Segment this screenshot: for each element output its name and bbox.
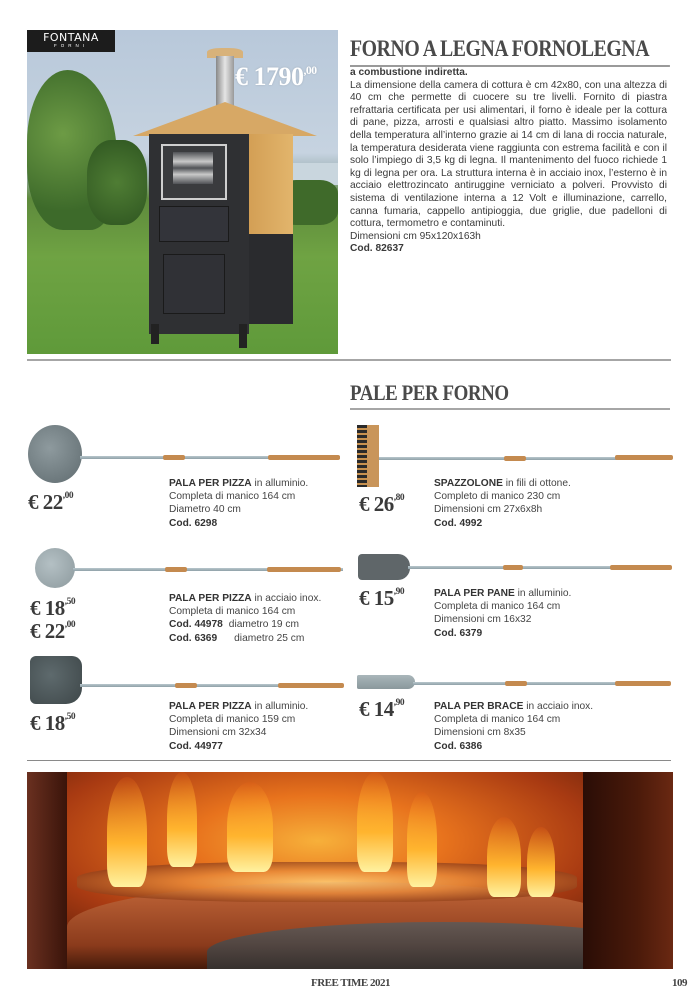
price-amount: € 22 [30,619,65,643]
product-code: Cod. 44978 [169,619,223,631]
price-tag [359,586,404,611]
page-number: 109 [672,977,687,989]
product-material: in acciaio inox. [251,593,322,604]
footer-catalog-title: FREE TIME 2021 [311,977,390,989]
product-name: PALA PER PANE [434,588,515,599]
product-size: Dimensioni cm 16x32 [434,614,532,626]
product-handle-length: Completa di manico 159 cm [169,714,296,726]
product-code: Cod. 6386 [434,740,483,752]
pizza-peel-round-aluminium-image [28,425,343,485]
description-body: La dimensione della camera di cottura è cm 42x80, con una altezza di 40 cm che permette di cuocere su tre livelli. Fornito di piastra refrattaria certificata per usi alimentari, il forno è ideale per la cottura di pane, pizza, arrosti e qualsiasi altro piatto. Massimo isolamento della temperatura all’interno grazie ai 14 cm di lana di roccia naturale, la temperatura desiderata viene raggiunta con estrema facilità e con il solo l’impiego di 3,5 kg di legna. Il mantenimento del fuoco richiede 1 kg di legna per ora. La struttura interna è in acciaio inox, l’esterno è in acciaio elettrozincato antiruggine verniciato a polveri. Provvisto di sistema di ventilazione interna a 12 Volt e illuminazione, carrello, canna fumaria, cappello antipioggia, due griglie, due padelloni di cottura, termometro e contaminuti. [350,79,667,230]
price-cents: ,00 [62,491,74,502]
product-code: Cod. 6369 [169,632,218,644]
price-cents: ,00 [64,620,76,631]
brand-subtitle: FORNI [54,43,88,48]
product-name: PALA PER PIZZA [169,478,252,489]
product-size: Diametro 40 cm [169,504,241,516]
price-amount: € 18 [30,711,65,735]
product-details [434,477,571,530]
main-product-title: FORNO A LEGNA FORNOLEGNA [350,36,670,67]
product-material: in alluminio. [514,588,572,599]
product-name: SPAZZOLONE [434,478,503,489]
product-name: PALA PER BRACE [434,701,524,712]
product-name: PALA PER PIZZA [169,593,252,604]
price-tag [359,697,404,722]
hero-price [235,62,317,92]
price-amount: € 26 [359,492,394,516]
product-material: in acciaio inox. [523,701,594,712]
section-title-underline [350,408,670,410]
price-tag [359,492,404,517]
description-lead: a combustione indiretta. [350,67,468,78]
product-details [169,592,321,645]
product-code: Cod. 6379 [434,627,483,639]
product-name: PALA PER PIZZA [169,701,252,712]
product-details [434,587,571,640]
product-material: in alluminio. [251,701,309,712]
product-variant: diametro 19 cm [228,619,300,631]
product-material: in fili di ottone. [502,478,571,489]
price-tag [28,490,73,515]
price-cents: ,80 [393,493,405,504]
price-cents: ,50 [64,712,76,723]
price-cents: ,50 [64,597,76,608]
section-title: PALE PER FORNO [350,380,509,405]
price-cents: ,00 [303,63,317,77]
wood-fire-oven-photo [27,772,673,969]
product-code: Cod. 44977 [169,740,223,752]
product-variant: diametro 25 cm [234,632,305,644]
price-amount: € 14 [359,697,394,721]
product-handle-length: Completa di manico 164 cm [169,606,296,618]
price-tag [30,711,75,736]
product-code: Cod. 82637 [350,243,404,255]
main-product-description [350,67,667,256]
price-amount: € 1790 [235,62,304,91]
brass-brush-image [357,425,672,485]
price-amount: € 15 [359,586,394,610]
price-amount: € 22 [28,490,63,514]
oven-product-photo [27,30,338,354]
product-size: Dimensioni cm 27x6x8h [434,504,543,516]
section-divider [27,760,671,761]
product-code: Cod. 4992 [434,517,483,529]
section-divider [27,359,671,361]
product-details [169,700,308,753]
product-handle-length: Completa di manico 164 cm [434,714,561,726]
price-cents: ,90 [393,587,405,598]
product-details [434,700,593,753]
product-material: in alluminio. [251,478,309,489]
fontana-forni-logo [27,30,115,52]
product-details [169,477,308,530]
price-amount: € 18 [30,596,65,620]
product-code: Cod. 6298 [169,517,218,529]
price-tag-secondary [30,619,75,644]
product-size: Dimensioni cm 32x34 [169,727,267,739]
product-size: Dimensioni cm 8x35 [434,727,526,739]
price-tag [30,596,75,621]
price-cents: ,90 [393,698,405,709]
product-handle-length: Completo di manico 230 cm [434,491,561,503]
product-dimensions: Dimensioni cm 95x120x163h [350,230,481,242]
product-handle-length: Completa di manico 164 cm [169,491,296,503]
hedge-graphic [87,140,147,225]
product-handle-length: Completa di manico 164 cm [434,601,561,613]
brand-name: FONTANA [43,31,99,44]
